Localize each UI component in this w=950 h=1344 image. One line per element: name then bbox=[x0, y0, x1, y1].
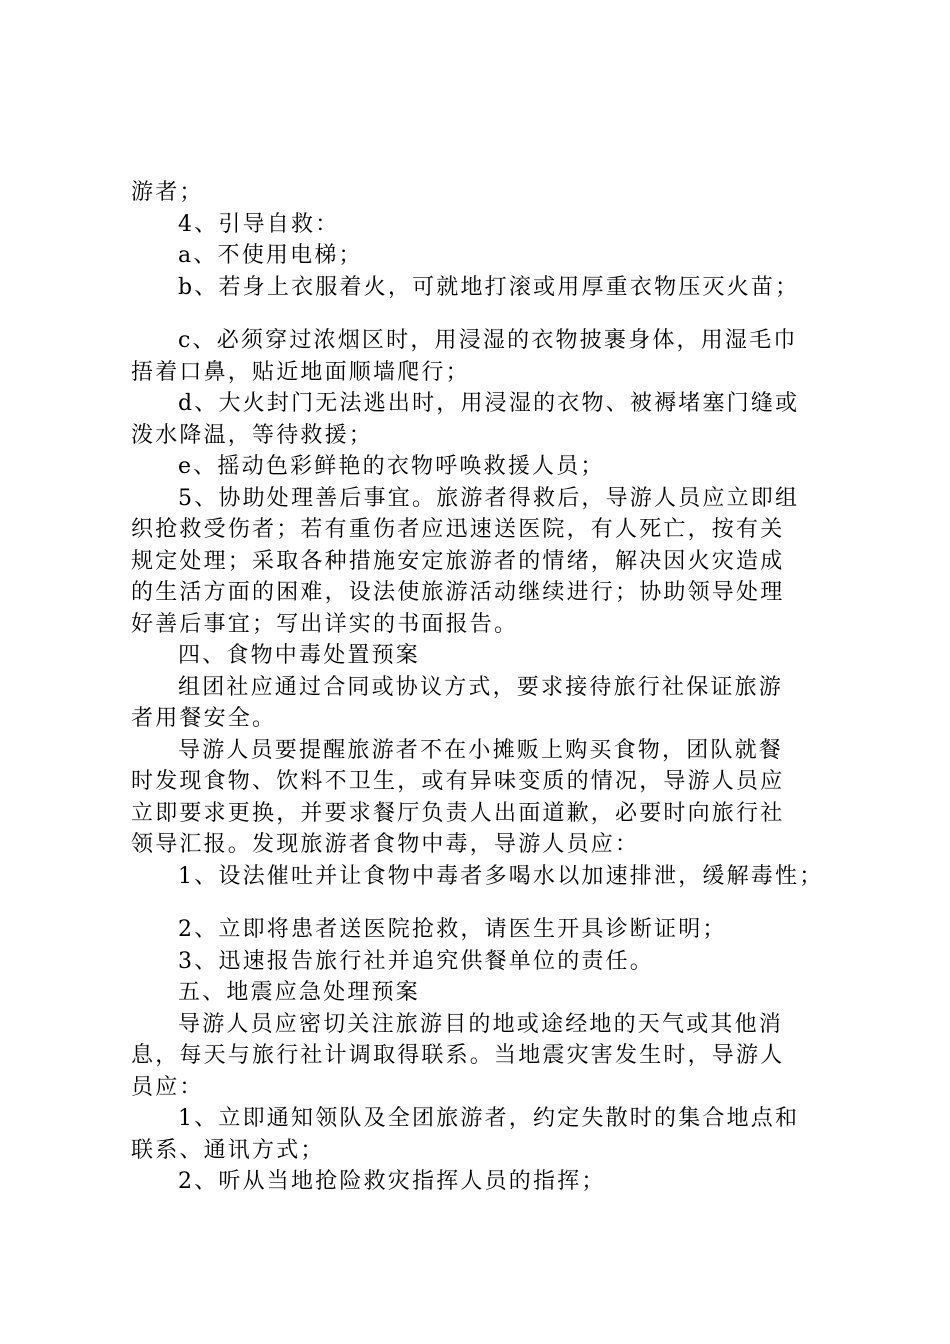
paragraph-gap bbox=[131, 303, 841, 325]
section-heading: 四、食物中毒处置预案 bbox=[178, 643, 421, 668]
text-line: e、摇动色彩鲜艳的衣物呼唤救援人员； bbox=[178, 454, 605, 479]
text-line: 3、迅速报告旅行社并追究供餐单位的责任。 bbox=[178, 948, 654, 974]
text-line: a、不使用电梯； bbox=[178, 243, 363, 268]
text-line: 2、听从当地抢险救灾指挥人员的指挥； bbox=[178, 1169, 606, 1194]
document-body bbox=[131, 177, 841, 1198]
text-line: 游者； bbox=[131, 180, 204, 205]
text-line: 者用餐安全。 bbox=[131, 706, 277, 731]
text-line: 织抢救受伤者；若有重伤者应迅速送医院，有人死亡，按有关 bbox=[131, 517, 785, 542]
text-line: 2、立即将患者送医院抢救，请医生开具诊断证明； bbox=[178, 917, 727, 942]
text-line: 1、设法催吐并让食物中毒者多喝水以加速排泄，缓解毒性； bbox=[178, 863, 824, 889]
text-line: 导游人员要提醒旅游者不在小摊贩上购买食物，团队就餐 bbox=[178, 737, 784, 763]
text-line: d、大火封门无法逃出时，用浸湿的衣物、被褥堵塞门缝或 bbox=[178, 391, 800, 416]
text-line: 领导汇报。发现旅游者食物中毒，导游人员应： bbox=[131, 832, 640, 857]
text-line: 的生活方面的困难，设法使旅游活动继续进行；协助领导处理 bbox=[131, 580, 785, 605]
text-line: 导游人员应密切关注旅游目的地或途经地的天气或其他消 bbox=[178, 1011, 784, 1037]
text-line: 组团社应通过合同或协议方式，要求接待旅行社保证旅游 bbox=[178, 674, 784, 700]
text-line: c、必须穿过浓烟区时，用浸湿的衣物披裹身体，用湿毛巾 bbox=[178, 328, 798, 353]
text-line: 好善后事宜；写出详实的书面报告。 bbox=[131, 611, 519, 637]
text-line: 息，每天与旅行社计调取得联系。当地震灾害发生时，导游人 bbox=[131, 1043, 785, 1068]
text-line: 时发现食物、饮料不卫生，或有异味变质的情况，导游人员应 bbox=[131, 769, 785, 794]
text-line: 员应： bbox=[131, 1074, 204, 1100]
paragraph-gap bbox=[131, 892, 841, 914]
section-heading: 五、地震应急处理预案 bbox=[178, 980, 421, 1005]
text-line: 规定处理；采取各种措施安定旅游者的情绪，解决因火灾造成 bbox=[131, 548, 785, 574]
text-line: 1、立即通知领队及全团旅游者，约定失散时的集合地点和 bbox=[178, 1106, 800, 1131]
text-line: 联系、通讯方式； bbox=[131, 1137, 325, 1163]
text-line: 5、协助处理善后事宜。旅游者得救后，导游人员应立即组 bbox=[178, 485, 800, 511]
text-line: 4、引导自救： bbox=[178, 211, 340, 237]
text-line: b、若身上衣服着火，可就地打滚或用厚重衣物压灭火苗； bbox=[178, 274, 800, 300]
text-line: 捂着口鼻，贴近地面顺墙爬行； bbox=[131, 359, 470, 385]
text-line: 立即要求更换，并要求餐厅负责人出面道歉，必要时向旅行社 bbox=[131, 800, 785, 826]
text-line: 泼水降温，等待救援； bbox=[131, 422, 374, 448]
